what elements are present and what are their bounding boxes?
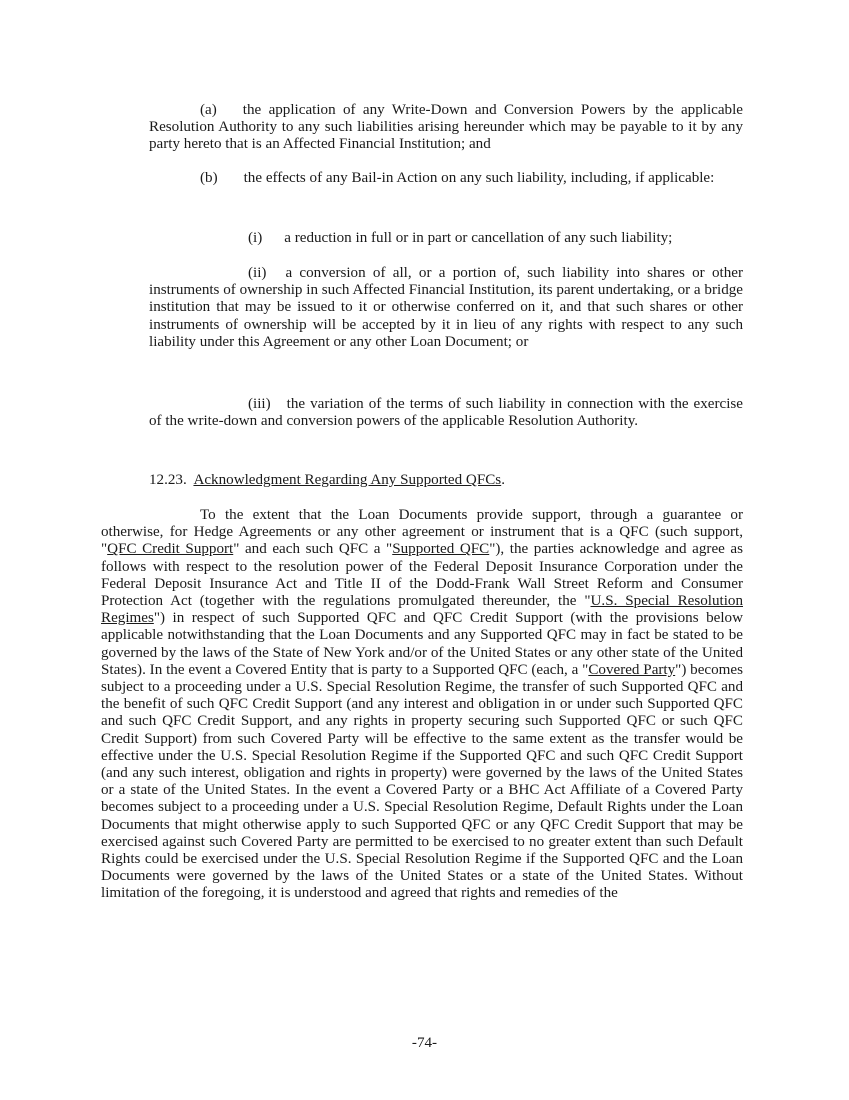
section-title: Acknowledgment Regarding Any Supported QFCs bbox=[193, 472, 502, 488]
clause-b-text: the effects of any Bail-in Action on any such liability, including, if applicable: bbox=[243, 170, 715, 186]
body-text-2: " and each such QFC a " bbox=[233, 541, 393, 558]
item-iii-label: (iii) bbox=[248, 396, 271, 412]
section-heading bbox=[149, 472, 743, 489]
item-i-label: (i) bbox=[248, 230, 263, 246]
item-i-text: a reduction in full or in part or cancellation of any such liability; bbox=[284, 230, 673, 246]
clause-a bbox=[149, 102, 743, 154]
body-text-4: ") in respect of such Supported QFC and QFC Credit Support (with the provisions below applicable notwithstanding that the Loan Documents and any Supported QFC may in fact be stated to be governed by the laws of the State of New York and/or of the United States or any other state of the United States). In the event a Covered Entity that is party to a Supported QFC (each, a " bbox=[101, 610, 743, 678]
clause-b bbox=[149, 170, 743, 187]
item-ii bbox=[149, 265, 743, 351]
clause-b-label: (b) bbox=[200, 170, 218, 186]
defined-term-qfc-credit-support: QFC Credit Support bbox=[107, 541, 234, 558]
body-paragraph bbox=[101, 507, 743, 903]
body-text-5: ") becomes subject to a proceeding under a U.S. Special Resolution Regime, the transfer of such Supported QFC and the benefit of such QFC Credit Support (and any interest and obligation in or under such Supported QFC and such QFC Credit Support, and any rights in property securing such Supported QFC or such QFC Credit Support) from such Covered Party will be effective to the same extent as the transfer would be effective under the U.S. Special Resolution Regime if the Supported QFC and such QFC Credit Support (and any such interest, obligation and rights in property) were governed by the laws of the United States or a state of the United States. In the event a Covered Party or a BHC Act Affiliate of a Covered Party becomes subject to a proceeding under a U.S. Special Resolution Regime, Default Rights under the Loan Documents that might otherwise apply to such Supported QFC or any QFC Credit Support that may be exercised against such Covered Party are permitted to be exercised to no greater extent than such Default Rights could be exercised under the U.S. Special Resolution Regime if the Supported QFC and the Loan Documents were governed by the laws of the United States or a state of the United States. Without limitation of the foregoing, it is understood and agreed that rights and remedies of the bbox=[101, 661, 743, 902]
body-text-1: To the extent that the Loan Documents provide support, through a guarantee or otherwise, for Hedge Agreements or any other agreement or instrument that is a QFC (such support, " bbox=[101, 507, 743, 558]
section-title-end: . bbox=[501, 472, 505, 488]
body-text-3: "), the parties acknowledge and agree as follows with respect to the resolution power of the Federal Deposit Insurance Corporation under the Federal Deposit Insurance Act and Title II of the Dodd-Frank Wall Street Reform and Consumer Protection Act (together with the regulations promulgated thereunder, the " bbox=[101, 541, 743, 610]
item-iii bbox=[149, 396, 743, 430]
defined-term-us-special-resolution-regimes: U.S. Special Resolution Regimes bbox=[101, 593, 743, 627]
clause-a-text: the application of any Write-Down and Conversion Powers by the applicable Resolution Authority to any such liabilities arising hereunder which may be payable to it by any party hereto that is an Affected Financial Institution; and bbox=[149, 102, 743, 153]
item-ii-text: a conversion of all, or a portion of, such liability into shares or other instruments of ownership in such Affected Financial Institution, its parent undertaking, or a bridge institution that may be issued to it or otherwise conferred on it, and that such shares or other instruments of ownership will be accepted by it in lieu of any rights with respect to any such liability under this Agreement or any other Loan Document; or bbox=[149, 265, 743, 350]
item-i bbox=[149, 230, 743, 247]
defined-term-covered-party: Covered Party bbox=[588, 661, 676, 678]
item-iii-text: the variation of the terms of such liability in connection with the exercise of the write-down and conversion powers of the applicable Resolution Authority. bbox=[149, 396, 743, 430]
item-ii-label: (ii) bbox=[248, 265, 267, 281]
defined-term-supported-qfc: Supported QFC bbox=[392, 541, 490, 558]
section-number: 12.23. bbox=[149, 472, 187, 488]
page-number: -74- bbox=[411, 1035, 438, 1051]
clause-a-label: (a) bbox=[200, 102, 217, 118]
